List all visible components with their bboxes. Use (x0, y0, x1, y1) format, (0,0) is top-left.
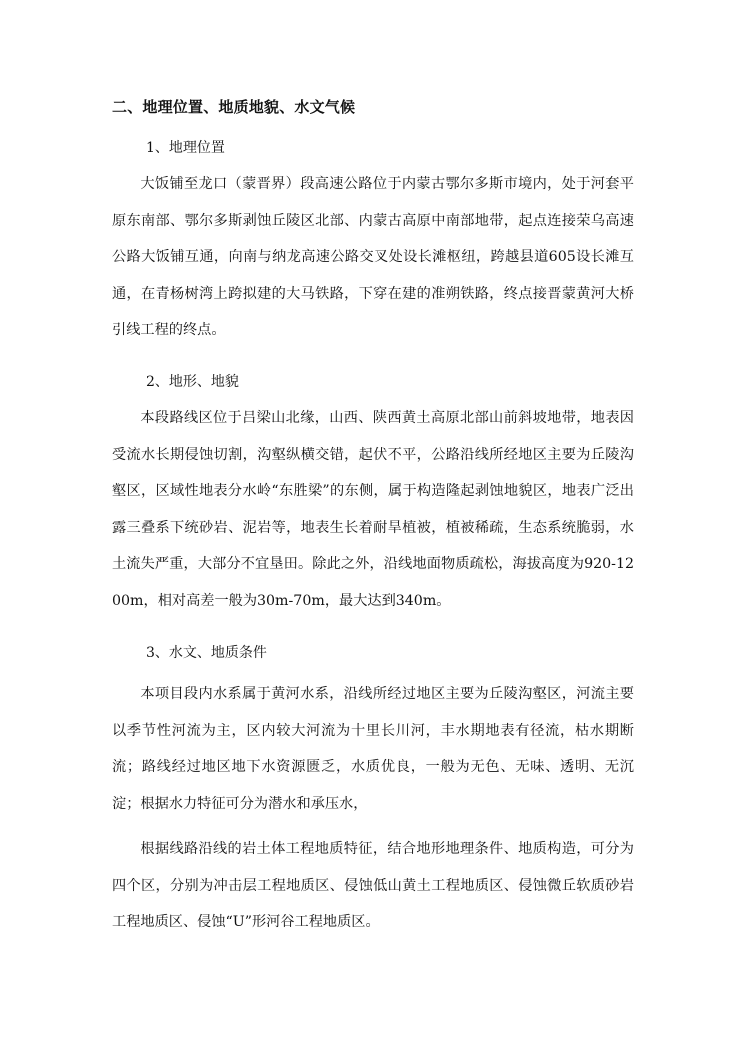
subsection-heading-terrain: 2、地形、地貌 (146, 374, 239, 390)
section-title: 二、地理位置、地质地貌、水文气候 (112, 98, 356, 116)
subsection-heading-hydrology: 3、水文、地质条件 (146, 645, 267, 661)
paragraph-location: 大饭铺至龙口（蒙晋界）段高速公路位于内蒙古鄂尔多斯市境内，处于河套平原东南部、鄂尔多斯剥蚀丘陵区北部、内蒙古高原中南部地带，起点连接荣乌高速公路大饭铺互通，向南与纳龙高速公路交叉处设长滩枢纽，跨越县道605设长滩互通，在青杨树湾上跨拟建的大马铁路，下穿在建的准朔铁路，终点接晋蒙黄河大桥引线工程的终点。 (112, 176, 634, 339)
subsection-heading-location: 1、地理位置 (146, 140, 225, 156)
paragraph-terrain: 本段路线区位于吕梁山北缘，山西、陕西黄土高原北部山前斜坡地带，地表因受流水长期侵蚀切割，沟壑纵横交错，起伏不平，公路沿线所经地区主要为丘陵沟壑区，区域性地表分水岭“东胜梁”的东侧，属于构造隆起剥蚀地貌区，地表广泛出露三叠系下统砂岩、泥岩等，地表生长着耐旱植被，植被稀疏，生态系统脆弱，水土流失严重，大部分不宜垦田。除此之外，沿线地面物质疏松，海拔高度为920-1200m，相对高差一般为30m-70m，最大达到340m。 (112, 410, 634, 609)
paragraph-hydrology: 本项目段内水系属于黄河水系，沿线所经过地区主要为丘陵沟壑区，河流主要以季节性河流为主，区内较大河流为十里长川河，丰水期地表有径流，枯水期断流；路线经过地区地下水资源匮乏，水质优良，一般为无色、无味、透明、无沉淀；根据水力特征可分为潜水和承压水， (112, 686, 634, 812)
paragraph-geology-zones: 根据线路沿线的岩土体工程地质特征，结合地形地理条件、地质构造，可分为四个区，分别为冲击层工程地质区、侵蚀低山黄土工程地质区、侵蚀微丘软质砂岩工程地质区、侵蚀“U”形河谷工程地质区。 (112, 841, 634, 931)
